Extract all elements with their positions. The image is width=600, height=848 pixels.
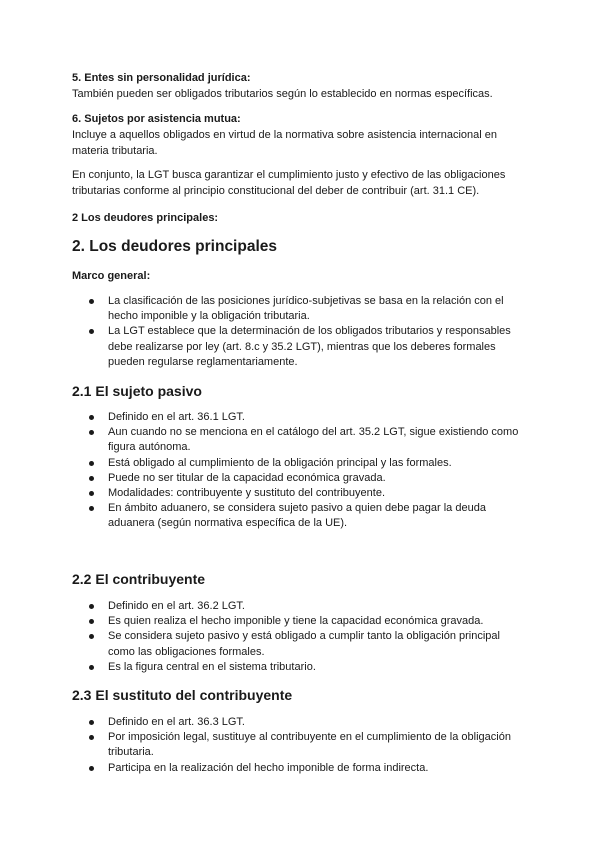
- bullet-icon: [89, 735, 94, 740]
- section-6: [72, 111, 520, 159]
- contribuyente-list: [72, 599, 522, 675]
- section-5-text: También pueden ser obligados tributarios según lo establecido en normas específicas.: [72, 88, 493, 100]
- list-item: La clasificación de las posiciones jurídico-subjetivas se basa en la relación con el hecho imponible y la obligación tributaria.: [72, 294, 522, 324]
- list-item: Está obligado al cumplimiento de la obligación principal y las formales.: [72, 456, 522, 471]
- conclusion-paragraph: [72, 167, 520, 199]
- list-item: Participa en la realización del hecho imponible de forma indirecta.: [72, 761, 522, 776]
- list-item: Aun cuando no se menciona en el catálogo del art. 35.2 LGT, sigue existiendo como figura autónoma.: [72, 425, 522, 455]
- list-item: Se considera sujeto pasivo y está obligado a cumplir tanto la obligación principal como las obligaciones formales.: [72, 629, 522, 659]
- sujeto-pasivo-list: [72, 410, 522, 532]
- bullet-icon: [89, 634, 94, 639]
- bullet-icon: [89, 491, 94, 496]
- section-6-text: Incluye a aquellos obligados en virtud de la normativa sobre asistencia internacional en materia tributaria.: [72, 129, 497, 157]
- list-item: Es quien realiza el hecho imponible y tiene la capacidad económica gravada.: [72, 614, 522, 629]
- sustituto-heading-block: [72, 686, 520, 704]
- list-item: Definido en el art. 36.2 LGT.: [72, 599, 522, 614]
- marco-general-heading: Marco general:: [72, 270, 151, 282]
- section-5: [72, 70, 520, 102]
- section-6-heading: 6. Sujetos por asistencia mutua:: [72, 113, 241, 125]
- section-2-heading-block: [72, 237, 520, 257]
- bullet-icon: [89, 415, 94, 420]
- bullet-icon: [89, 430, 94, 435]
- small-section-heading: 2 Los deudores principales:: [72, 212, 219, 224]
- bullet-icon: [89, 329, 94, 334]
- list-item: Modalidades: contribuyente y sustituto del contribuyente.: [72, 486, 522, 501]
- list-item: Puede no ser titular de la capacidad económica gravada.: [72, 471, 522, 486]
- sujeto-pasivo-heading-block: [72, 382, 520, 400]
- list-item: Definido en el art. 36.3 LGT.: [72, 715, 522, 730]
- bullet-icon: [89, 461, 94, 466]
- list-item: En ámbito aduanero, se considera sujeto pasivo a quien debe pagar la deuda aduanera (según normativa específica de la UE).: [72, 501, 522, 531]
- sustituto-list: [72, 715, 522, 776]
- bullet-icon: [89, 506, 94, 511]
- bullet-icon: [89, 665, 94, 670]
- bullet-icon: [89, 604, 94, 609]
- marco-heading-block: [72, 268, 520, 284]
- list-item: Por imposición legal, sustituye al contribuyente en el cumplimiento de la obligación tributaria.: [72, 730, 522, 760]
- bullet-icon: [89, 299, 94, 304]
- bullet-icon: [89, 766, 94, 771]
- conclusion-text: En conjunto, la LGT busca garantizar el cumplimiento justo y efectivo de las obligaciones tributarias conforme al principio constitucional del deber de contribuir (art. 31.1 CE).: [72, 169, 506, 197]
- marco-general-list: [72, 294, 522, 370]
- contribuyente-heading-block: [72, 570, 520, 588]
- list-item: Definido en el art. 36.1 LGT.: [72, 410, 522, 425]
- contribuyente-heading: 2.2 El contribuyente: [72, 571, 206, 587]
- list-item: Es la figura central en el sistema tributario.: [72, 660, 522, 675]
- bullet-icon: [89, 619, 94, 624]
- bullet-icon: [89, 720, 94, 725]
- sustituto-heading: 2.3 El sustituto del contribuyente: [72, 687, 293, 703]
- sujeto-pasivo-heading: 2.1 El sujeto pasivo: [72, 383, 202, 399]
- list-item: La LGT establece que la determinación de los obligados tributarios y responsables debe realizarse por ley (art. 8.c y 35.2 LGT), mientras que los deberes formales pueden regularse reglamentariamente.: [72, 324, 522, 370]
- small-heading-block: [72, 210, 520, 226]
- section-2-heading: 2. Los deudores principales: [72, 238, 278, 255]
- bullet-icon: [89, 476, 94, 481]
- section-5-heading: 5. Entes sin personalidad jurídica:: [72, 72, 251, 84]
